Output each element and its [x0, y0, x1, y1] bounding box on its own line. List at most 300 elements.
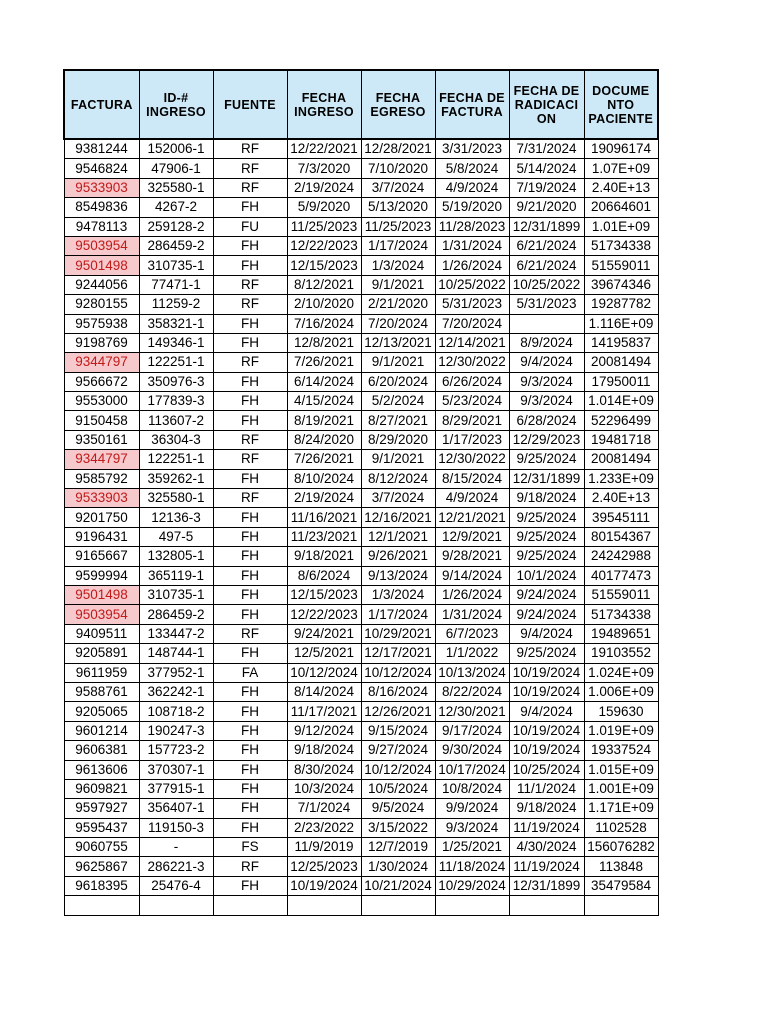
empty-cell[interactable] [509, 896, 584, 915]
cell-fecha-factura[interactable]: 12/30/2022 [435, 353, 509, 372]
cell-fecha-factura[interactable]: 5/23/2024 [435, 392, 509, 411]
cell-fuente[interactable]: FH [213, 256, 287, 275]
cell-fuente[interactable]: RF [213, 624, 287, 643]
cell-documento-paciente[interactable]: 1.171E+09 [584, 799, 658, 818]
cell-fuente[interactable]: FH [213, 702, 287, 721]
cell-fecha-ingreso[interactable]: 10/12/2024 [287, 663, 361, 682]
cell-fuente[interactable]: RF [213, 295, 287, 314]
cell-id-ingreso[interactable]: 133447-2 [139, 624, 213, 643]
cell-id-ingreso[interactable]: 190247-3 [139, 721, 213, 740]
cell-fecha-factura[interactable]: 1/31/2024 [435, 605, 509, 624]
cell-fecha-ingreso[interactable]: 7/16/2024 [287, 314, 361, 333]
cell-fecha-egreso[interactable]: 3/15/2022 [361, 818, 435, 837]
cell-fuente[interactable]: FH [213, 411, 287, 430]
cell-factura[interactable]: 9585792 [64, 469, 139, 488]
cell-documento-paciente[interactable]: 20081494 [584, 450, 658, 469]
cell-fecha-ingreso[interactable]: 7/3/2020 [287, 159, 361, 178]
cell-documento-paciente[interactable]: 2.40E+13 [584, 178, 658, 197]
cell-fecha-radicacion[interactable]: 6/28/2024 [509, 411, 584, 430]
cell-fecha-ingreso[interactable]: 2/19/2024 [287, 178, 361, 197]
cell-fuente[interactable]: FH [213, 818, 287, 837]
cell-fecha-egreso[interactable]: 1/17/2024 [361, 236, 435, 255]
cell-documento-paciente[interactable]: 19096174 [584, 139, 658, 159]
cell-fecha-radicacion[interactable]: 9/25/2024 [509, 508, 584, 527]
cell-id-ingreso[interactable]: 47906-1 [139, 159, 213, 178]
cell-fuente[interactable]: RF [213, 139, 287, 159]
cell-documento-paciente[interactable]: 35479584 [584, 876, 658, 895]
cell-factura[interactable]: 9533903 [64, 178, 139, 197]
cell-fecha-egreso[interactable]: 5/13/2020 [361, 198, 435, 217]
cell-fecha-factura[interactable]: 5/8/2024 [435, 159, 509, 178]
cell-fuente[interactable]: FH [213, 605, 287, 624]
cell-fecha-ingreso[interactable]: 11/16/2021 [287, 508, 361, 527]
cell-fecha-ingreso[interactable]: 9/24/2021 [287, 624, 361, 643]
cell-documento-paciente[interactable]: 51559011 [584, 585, 658, 604]
cell-fecha-ingreso[interactable]: 11/23/2021 [287, 527, 361, 546]
cell-fecha-ingreso[interactable]: 12/8/2021 [287, 333, 361, 352]
cell-fuente[interactable]: RF [213, 275, 287, 294]
cell-fecha-radicacion[interactable]: 9/3/2024 [509, 372, 584, 391]
cell-factura[interactable]: 9344797 [64, 353, 139, 372]
cell-fecha-radicacion[interactable]: 9/4/2024 [509, 353, 584, 372]
cell-fecha-ingreso[interactable]: 12/22/2023 [287, 605, 361, 624]
cell-id-ingreso[interactable]: 362242-1 [139, 682, 213, 701]
cell-fecha-factura[interactable]: 3/31/2023 [435, 139, 509, 159]
cell-fecha-egreso[interactable]: 1/3/2024 [361, 585, 435, 604]
cell-fecha-ingreso[interactable]: 5/9/2020 [287, 198, 361, 217]
cell-documento-paciente[interactable]: 1.006E+09 [584, 682, 658, 701]
cell-factura[interactable]: 9198769 [64, 333, 139, 352]
cell-fecha-factura[interactable]: 7/20/2024 [435, 314, 509, 333]
cell-fecha-egreso[interactable]: 9/1/2021 [361, 353, 435, 372]
cell-fuente[interactable]: FH [213, 799, 287, 818]
cell-fecha-ingreso[interactable]: 2/19/2024 [287, 489, 361, 508]
cell-fecha-factura[interactable]: 9/14/2024 [435, 566, 509, 585]
cell-id-ingreso[interactable]: 177839-3 [139, 392, 213, 411]
cell-documento-paciente[interactable]: 1.001E+09 [584, 779, 658, 798]
cell-factura[interactable]: 9618395 [64, 876, 139, 895]
cell-fecha-factura[interactable]: 10/29/2024 [435, 876, 509, 895]
cell-fecha-ingreso[interactable]: 8/24/2020 [287, 430, 361, 449]
cell-fecha-ingreso[interactable]: 4/15/2024 [287, 392, 361, 411]
cell-fecha-radicacion[interactable]: 6/21/2024 [509, 236, 584, 255]
cell-fecha-radicacion[interactable]: 9/25/2024 [509, 644, 584, 663]
cell-fecha-egreso[interactable]: 1/30/2024 [361, 857, 435, 876]
cell-fuente[interactable]: FU [213, 217, 287, 236]
cell-fecha-factura[interactable]: 9/28/2021 [435, 547, 509, 566]
cell-fecha-factura[interactable]: 8/29/2021 [435, 411, 509, 430]
cell-fecha-egreso[interactable]: 1/17/2024 [361, 605, 435, 624]
cell-id-ingreso[interactable]: 36304-3 [139, 430, 213, 449]
cell-fecha-factura[interactable]: 4/9/2024 [435, 489, 509, 508]
cell-fecha-ingreso[interactable]: 8/12/2021 [287, 275, 361, 294]
cell-fecha-ingreso[interactable]: 9/18/2024 [287, 741, 361, 760]
cell-fecha-factura[interactable]: 5/19/2020 [435, 198, 509, 217]
cell-fuente[interactable]: FS [213, 838, 287, 857]
cell-fecha-factura[interactable]: 1/1/2022 [435, 644, 509, 663]
cell-fecha-radicacion[interactable]: 4/30/2024 [509, 838, 584, 857]
cell-fecha-ingreso[interactable]: 10/3/2024 [287, 779, 361, 798]
cell-fecha-factura[interactable]: 9/30/2024 [435, 741, 509, 760]
cell-factura[interactable]: 9344797 [64, 450, 139, 469]
cell-fecha-factura[interactable]: 9/17/2024 [435, 721, 509, 740]
cell-id-ingreso[interactable]: 4267-2 [139, 198, 213, 217]
cell-documento-paciente[interactable]: 1.233E+09 [584, 469, 658, 488]
cell-fecha-factura[interactable]: 1/25/2021 [435, 838, 509, 857]
cell-fecha-egreso[interactable]: 7/10/2020 [361, 159, 435, 178]
cell-fecha-radicacion[interactable]: 12/31/1899 [509, 217, 584, 236]
cell-fecha-radicacion[interactable]: 9/3/2024 [509, 392, 584, 411]
cell-fuente[interactable]: FH [213, 372, 287, 391]
cell-fecha-ingreso[interactable]: 12/15/2023 [287, 256, 361, 275]
cell-fecha-factura[interactable]: 6/7/2023 [435, 624, 509, 643]
cell-documento-paciente[interactable]: 1.024E+09 [584, 663, 658, 682]
cell-fecha-egreso[interactable]: 12/1/2021 [361, 527, 435, 546]
cell-factura[interactable]: 9350161 [64, 430, 139, 449]
cell-fecha-factura[interactable]: 12/30/2022 [435, 450, 509, 469]
cell-id-ingreso[interactable]: 119150-3 [139, 818, 213, 837]
cell-documento-paciente[interactable]: 1.015E+09 [584, 760, 658, 779]
cell-fecha-factura[interactable]: 12/9/2021 [435, 527, 509, 546]
cell-fuente[interactable]: FH [213, 392, 287, 411]
cell-fuente[interactable]: FH [213, 314, 287, 333]
cell-fecha-ingreso[interactable]: 2/10/2020 [287, 295, 361, 314]
cell-fecha-factura[interactable]: 1/26/2024 [435, 256, 509, 275]
cell-fecha-factura[interactable]: 10/25/2022 [435, 275, 509, 294]
cell-fecha-radicacion[interactable]: 9/4/2024 [509, 624, 584, 643]
cell-fecha-egreso[interactable]: 5/2/2024 [361, 392, 435, 411]
cell-documento-paciente[interactable]: 19489651 [584, 624, 658, 643]
cell-fuente[interactable]: FH [213, 508, 287, 527]
cell-id-ingreso[interactable]: 365119-1 [139, 566, 213, 585]
cell-fecha-factura[interactable]: 12/21/2021 [435, 508, 509, 527]
cell-factura[interactable]: 8549836 [64, 198, 139, 217]
cell-fecha-ingreso[interactable]: 7/26/2021 [287, 353, 361, 372]
cell-documento-paciente[interactable]: 14195837 [584, 333, 658, 352]
cell-fecha-egreso[interactable]: 10/29/2021 [361, 624, 435, 643]
cell-documento-paciente[interactable]: 17950011 [584, 372, 658, 391]
cell-fuente[interactable]: FH [213, 876, 287, 895]
cell-fecha-ingreso[interactable]: 12/22/2023 [287, 236, 361, 255]
cell-fuente[interactable]: FH [213, 236, 287, 255]
cell-id-ingreso[interactable]: 370307-1 [139, 760, 213, 779]
cell-factura[interactable]: 9613606 [64, 760, 139, 779]
cell-factura[interactable]: 9546824 [64, 159, 139, 178]
cell-fecha-egreso[interactable]: 9/15/2024 [361, 721, 435, 740]
cell-fecha-radicacion[interactable]: 9/4/2024 [509, 702, 584, 721]
cell-fecha-factura[interactable]: 6/26/2024 [435, 372, 509, 391]
cell-fecha-radicacion[interactable]: 9/25/2024 [509, 527, 584, 546]
cell-documento-paciente[interactable]: 2.40E+13 [584, 489, 658, 508]
cell-fuente[interactable]: FH [213, 682, 287, 701]
cell-factura[interactable]: 9205891 [64, 644, 139, 663]
cell-id-ingreso[interactable]: 286459-2 [139, 236, 213, 255]
cell-fecha-radicacion[interactable]: 9/21/2020 [509, 198, 584, 217]
cell-id-ingreso[interactable]: 358321-1 [139, 314, 213, 333]
empty-cell[interactable] [139, 896, 213, 915]
cell-fecha-ingreso[interactable]: 2/23/2022 [287, 818, 361, 837]
cell-fecha-ingreso[interactable]: 8/30/2024 [287, 760, 361, 779]
cell-fecha-factura[interactable]: 12/14/2021 [435, 333, 509, 352]
cell-fecha-radicacion[interactable]: 5/14/2024 [509, 159, 584, 178]
cell-fecha-radicacion[interactable]: 9/18/2024 [509, 489, 584, 508]
cell-id-ingreso[interactable]: 113607-2 [139, 411, 213, 430]
cell-fuente[interactable]: RF [213, 450, 287, 469]
cell-id-ingreso[interactable]: 325580-1 [139, 489, 213, 508]
cell-factura[interactable]: 9595437 [64, 818, 139, 837]
cell-fecha-ingreso[interactable]: 11/9/2019 [287, 838, 361, 857]
cell-factura[interactable]: 9205065 [64, 702, 139, 721]
cell-fecha-ingreso[interactable]: 12/25/2023 [287, 857, 361, 876]
cell-fecha-egreso[interactable]: 2/21/2020 [361, 295, 435, 314]
cell-id-ingreso[interactable]: 359262-1 [139, 469, 213, 488]
cell-fecha-factura[interactable]: 9/3/2024 [435, 818, 509, 837]
cell-fecha-radicacion[interactable]: 9/18/2024 [509, 799, 584, 818]
cell-fecha-factura[interactable]: 12/30/2021 [435, 702, 509, 721]
cell-fecha-egreso[interactable]: 3/7/2024 [361, 489, 435, 508]
cell-documento-paciente[interactable]: 51559011 [584, 256, 658, 275]
cell-fecha-egreso[interactable]: 11/25/2023 [361, 217, 435, 236]
cell-fecha-factura[interactable]: 5/31/2023 [435, 295, 509, 314]
cell-factura[interactable]: 9165667 [64, 547, 139, 566]
cell-id-ingreso[interactable]: 152006-1 [139, 139, 213, 159]
cell-fuente[interactable]: FH [213, 566, 287, 585]
cell-documento-paciente[interactable]: 1.019E+09 [584, 721, 658, 740]
cell-factura[interactable]: 9533903 [64, 489, 139, 508]
cell-factura[interactable]: 9503954 [64, 236, 139, 255]
cell-fecha-egreso[interactable]: 12/16/2021 [361, 508, 435, 527]
cell-id-ingreso[interactable]: 122251-1 [139, 450, 213, 469]
cell-factura[interactable]: 9381244 [64, 139, 139, 159]
cell-factura[interactable]: 9625867 [64, 857, 139, 876]
cell-fuente[interactable]: FH [213, 333, 287, 352]
cell-fecha-factura[interactable]: 8/22/2024 [435, 682, 509, 701]
cell-factura[interactable]: 9196431 [64, 527, 139, 546]
cell-fecha-radicacion[interactable]: 10/19/2024 [509, 663, 584, 682]
cell-id-ingreso[interactable]: 77471-1 [139, 275, 213, 294]
cell-fuente[interactable]: FH [213, 721, 287, 740]
cell-fecha-ingreso[interactable]: 12/5/2021 [287, 644, 361, 663]
cell-fecha-ingreso[interactable]: 7/26/2021 [287, 450, 361, 469]
cell-fecha-factura[interactable]: 9/9/2024 [435, 799, 509, 818]
cell-id-ingreso[interactable]: 108718-2 [139, 702, 213, 721]
cell-factura[interactable]: 9150458 [64, 411, 139, 430]
cell-factura[interactable]: 9606381 [64, 741, 139, 760]
cell-fecha-ingreso[interactable]: 8/14/2024 [287, 682, 361, 701]
cell-documento-paciente[interactable]: 20664601 [584, 198, 658, 217]
cell-documento-paciente[interactable]: 40177473 [584, 566, 658, 585]
cell-id-ingreso[interactable]: 149346-1 [139, 333, 213, 352]
cell-documento-paciente[interactable]: 80154367 [584, 527, 658, 546]
cell-documento-paciente[interactable]: 1.07E+09 [584, 159, 658, 178]
cell-fecha-radicacion[interactable]: 9/24/2024 [509, 585, 584, 604]
cell-documento-paciente[interactable]: 51734338 [584, 236, 658, 255]
cell-fecha-egreso[interactable]: 1/3/2024 [361, 256, 435, 275]
cell-documento-paciente[interactable]: 51734338 [584, 605, 658, 624]
cell-factura[interactable]: 9611959 [64, 663, 139, 682]
cell-fuente[interactable]: RF [213, 178, 287, 197]
cell-id-ingreso[interactable]: 377915-1 [139, 779, 213, 798]
empty-cell[interactable] [435, 896, 509, 915]
cell-fuente[interactable]: RF [213, 353, 287, 372]
cell-id-ingreso[interactable]: 286221-3 [139, 857, 213, 876]
cell-fecha-radicacion[interactable]: 5/31/2023 [509, 295, 584, 314]
cell-fecha-egreso[interactable]: 8/16/2024 [361, 682, 435, 701]
cell-fecha-radicacion[interactable]: 10/19/2024 [509, 741, 584, 760]
cell-fuente[interactable]: FH [213, 585, 287, 604]
cell-factura[interactable]: 9503954 [64, 605, 139, 624]
cell-id-ingreso[interactable]: 12136-3 [139, 508, 213, 527]
cell-fecha-egreso[interactable]: 7/20/2024 [361, 314, 435, 333]
cell-fuente[interactable]: FH [213, 741, 287, 760]
cell-factura[interactable]: 9553000 [64, 392, 139, 411]
cell-fecha-egreso[interactable]: 9/5/2024 [361, 799, 435, 818]
empty-cell[interactable] [361, 896, 435, 915]
cell-fecha-radicacion[interactable]: 8/9/2024 [509, 333, 584, 352]
cell-id-ingreso[interactable]: 25476-4 [139, 876, 213, 895]
cell-documento-paciente[interactable]: 39674346 [584, 275, 658, 294]
empty-cell[interactable] [287, 896, 361, 915]
cell-id-ingreso[interactable]: 286459-2 [139, 605, 213, 624]
cell-fecha-factura[interactable]: 11/28/2023 [435, 217, 509, 236]
cell-factura[interactable]: 9478113 [64, 217, 139, 236]
cell-fecha-egreso[interactable]: 9/1/2021 [361, 275, 435, 294]
cell-fecha-radicacion[interactable]: 12/29/2023 [509, 430, 584, 449]
cell-documento-paciente[interactable]: 1.014E+09 [584, 392, 658, 411]
cell-documento-paciente[interactable]: 24242988 [584, 547, 658, 566]
cell-fuente[interactable]: FH [213, 760, 287, 779]
cell-documento-paciente[interactable]: 1102528 [584, 818, 658, 837]
cell-fecha-egreso[interactable]: 12/28/2021 [361, 139, 435, 159]
cell-documento-paciente[interactable]: 20081494 [584, 353, 658, 372]
cell-documento-paciente[interactable]: 39545111 [584, 508, 658, 527]
cell-fuente[interactable]: FH [213, 527, 287, 546]
cell-fuente[interactable]: RF [213, 430, 287, 449]
cell-fecha-egreso[interactable]: 3/7/2024 [361, 178, 435, 197]
cell-fecha-factura[interactable]: 10/13/2024 [435, 663, 509, 682]
cell-factura[interactable]: 9280155 [64, 295, 139, 314]
cell-fecha-factura[interactable]: 8/15/2024 [435, 469, 509, 488]
cell-fecha-radicacion[interactable]: 10/25/2024 [509, 760, 584, 779]
cell-fecha-radicacion[interactable]: 10/25/2022 [509, 275, 584, 294]
cell-id-ingreso[interactable]: - [139, 838, 213, 857]
cell-fuente[interactable]: FH [213, 198, 287, 217]
cell-fecha-factura[interactable]: 4/9/2024 [435, 178, 509, 197]
cell-fecha-egreso[interactable]: 10/12/2024 [361, 760, 435, 779]
cell-factura[interactable]: 9566672 [64, 372, 139, 391]
cell-factura[interactable]: 9501498 [64, 585, 139, 604]
cell-factura[interactable]: 9601214 [64, 721, 139, 740]
cell-id-ingreso[interactable]: 122251-1 [139, 353, 213, 372]
cell-factura[interactable]: 9597927 [64, 799, 139, 818]
cell-fecha-radicacion[interactable]: 11/19/2024 [509, 857, 584, 876]
cell-id-ingreso[interactable]: 148744-1 [139, 644, 213, 663]
cell-fecha-factura[interactable]: 10/8/2024 [435, 779, 509, 798]
cell-id-ingreso[interactable]: 356407-1 [139, 799, 213, 818]
cell-fecha-egreso[interactable]: 9/13/2024 [361, 566, 435, 585]
cell-fuente[interactable]: RF [213, 159, 287, 178]
cell-fecha-radicacion[interactable]: 11/1/2024 [509, 779, 584, 798]
cell-factura[interactable]: 9244056 [64, 275, 139, 294]
cell-documento-paciente[interactable]: 52296499 [584, 411, 658, 430]
cell-documento-paciente[interactable]: 19481718 [584, 430, 658, 449]
cell-fuente[interactable]: FH [213, 469, 287, 488]
cell-id-ingreso[interactable]: 259128-2 [139, 217, 213, 236]
cell-factura[interactable]: 9609821 [64, 779, 139, 798]
cell-fecha-radicacion[interactable]: 10/19/2024 [509, 721, 584, 740]
cell-fecha-ingreso[interactable]: 11/17/2021 [287, 702, 361, 721]
cell-fecha-ingreso[interactable]: 8/19/2021 [287, 411, 361, 430]
cell-id-ingreso[interactable]: 310735-1 [139, 256, 213, 275]
cell-factura[interactable]: 9060755 [64, 838, 139, 857]
cell-fecha-ingreso[interactable]: 8/10/2024 [287, 469, 361, 488]
cell-fecha-radicacion[interactable]: 6/21/2024 [509, 256, 584, 275]
cell-fecha-radicacion[interactable]: 9/25/2024 [509, 547, 584, 566]
cell-id-ingreso[interactable]: 350976-3 [139, 372, 213, 391]
cell-fecha-egreso[interactable]: 12/7/2019 [361, 838, 435, 857]
cell-fecha-radicacion[interactable]: 12/31/1899 [509, 876, 584, 895]
cell-fecha-factura[interactable]: 11/18/2024 [435, 857, 509, 876]
cell-fecha-ingreso[interactable]: 9/12/2024 [287, 721, 361, 740]
cell-fecha-ingreso[interactable]: 11/25/2023 [287, 217, 361, 236]
cell-factura[interactable]: 9201750 [64, 508, 139, 527]
cell-fecha-egreso[interactable]: 8/12/2024 [361, 469, 435, 488]
cell-fecha-radicacion[interactable] [509, 314, 584, 333]
cell-fecha-egreso[interactable]: 8/27/2021 [361, 411, 435, 430]
cell-documento-paciente[interactable]: 156076282 [584, 838, 658, 857]
cell-fecha-egreso[interactable]: 12/17/2021 [361, 644, 435, 663]
cell-fecha-egreso[interactable]: 10/12/2024 [361, 663, 435, 682]
cell-documento-paciente[interactable]: 19337524 [584, 741, 658, 760]
cell-fecha-egreso[interactable]: 10/5/2024 [361, 779, 435, 798]
cell-fecha-egreso[interactable]: 9/27/2024 [361, 741, 435, 760]
cell-id-ingreso[interactable]: 325580-1 [139, 178, 213, 197]
cell-fecha-radicacion[interactable]: 10/19/2024 [509, 682, 584, 701]
cell-documento-paciente[interactable]: 1.116E+09 [584, 314, 658, 333]
cell-id-ingreso[interactable]: 11259-2 [139, 295, 213, 314]
cell-fecha-ingreso[interactable]: 12/15/2023 [287, 585, 361, 604]
cell-factura[interactable]: 9575938 [64, 314, 139, 333]
empty-cell[interactable] [64, 896, 139, 915]
cell-fuente[interactable]: RF [213, 857, 287, 876]
cell-documento-paciente[interactable]: 19103552 [584, 644, 658, 663]
cell-id-ingreso[interactable]: 497-5 [139, 527, 213, 546]
cell-fecha-factura[interactable]: 1/26/2024 [435, 585, 509, 604]
cell-id-ingreso[interactable]: 310735-1 [139, 585, 213, 604]
cell-fuente[interactable]: FH [213, 644, 287, 663]
cell-fecha-egreso[interactable]: 9/26/2021 [361, 547, 435, 566]
cell-fecha-factura[interactable]: 1/31/2024 [435, 236, 509, 255]
cell-fecha-egreso[interactable]: 8/29/2020 [361, 430, 435, 449]
cell-id-ingreso[interactable]: 377952-1 [139, 663, 213, 682]
cell-fecha-radicacion[interactable]: 7/19/2024 [509, 178, 584, 197]
cell-fuente[interactable]: FA [213, 663, 287, 682]
cell-fecha-radicacion[interactable]: 7/31/2024 [509, 139, 584, 159]
cell-fecha-radicacion[interactable]: 9/25/2024 [509, 450, 584, 469]
cell-fuente[interactable]: FH [213, 547, 287, 566]
cell-fecha-radicacion[interactable]: 10/1/2024 [509, 566, 584, 585]
cell-fecha-ingreso[interactable]: 10/19/2024 [287, 876, 361, 895]
cell-factura[interactable]: 9599994 [64, 566, 139, 585]
cell-documento-paciente[interactable]: 113848 [584, 857, 658, 876]
cell-fecha-radicacion[interactable]: 9/24/2024 [509, 605, 584, 624]
cell-fecha-egreso[interactable]: 9/1/2021 [361, 450, 435, 469]
cell-fecha-ingreso[interactable]: 6/14/2024 [287, 372, 361, 391]
cell-id-ingreso[interactable]: 157723-2 [139, 741, 213, 760]
cell-fecha-radicacion[interactable]: 11/19/2024 [509, 818, 584, 837]
cell-factura[interactable]: 9501498 [64, 256, 139, 275]
cell-fecha-ingreso[interactable]: 8/6/2024 [287, 566, 361, 585]
